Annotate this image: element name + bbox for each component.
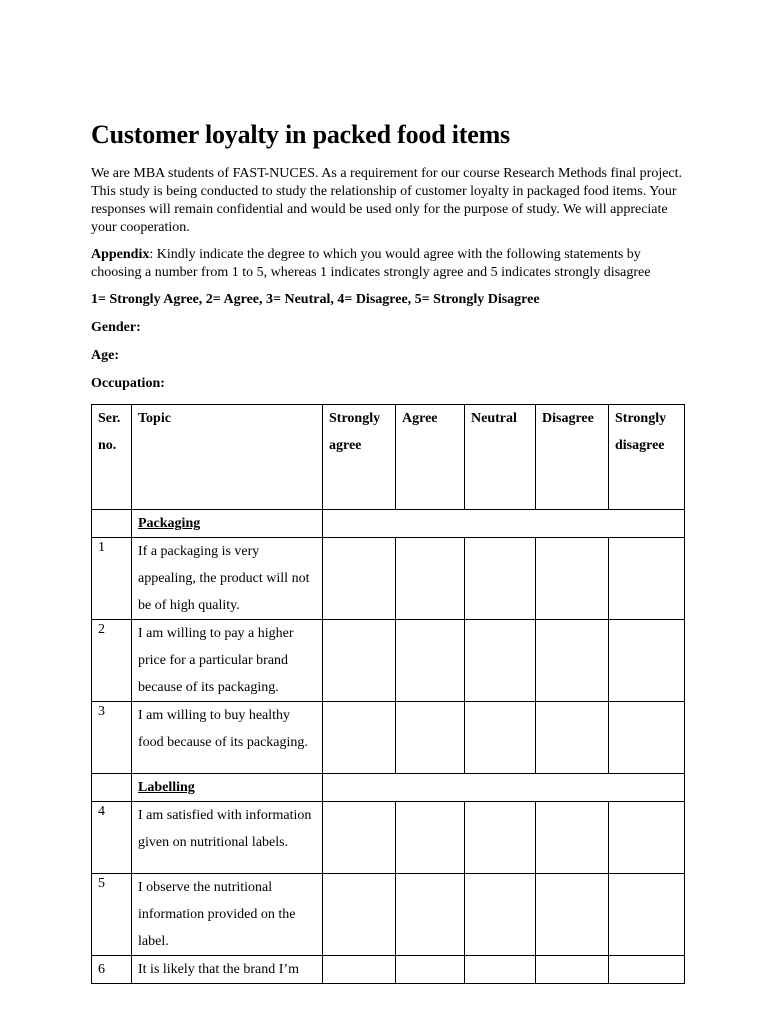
appendix-paragraph xyxy=(91,246,691,282)
rating-cell[interactable] xyxy=(465,702,536,774)
header-neutral: Neutral xyxy=(465,405,536,510)
section-label-packaging: Packaging xyxy=(132,510,323,538)
rating-cell[interactable] xyxy=(536,874,609,956)
rating-scale: 1= Strongly Agree, 2= Agree, 3= Neutral, 4= Disagree, 5= Strongly Disagree xyxy=(91,292,540,307)
rating-cell[interactable] xyxy=(609,538,685,620)
rating-cell[interactable] xyxy=(609,702,685,774)
age-field: Age: xyxy=(91,348,119,363)
rating-cell[interactable] xyxy=(323,538,396,620)
row-topic: I am willing to buy healthy food because of its packaging. xyxy=(132,702,323,774)
section-empty-cell xyxy=(92,510,132,538)
rating-cell[interactable] xyxy=(465,956,536,984)
rating-cell[interactable] xyxy=(396,702,465,774)
row-number: 5 xyxy=(92,874,132,956)
row-number: 1 xyxy=(92,538,132,620)
row-topic: I observe the nutritional information provided on the label. xyxy=(132,874,323,956)
table-row xyxy=(92,874,685,956)
rating-cell[interactable] xyxy=(323,874,396,956)
section-label-labelling: Labelling xyxy=(132,774,323,802)
appendix-text: : Kindly indicate the degree to which you would agree with the following statements by choosing a number from 1 to 5, whereas 1 indicates strongly agree and 5 indicates strongly disagree xyxy=(91,247,651,280)
rating-cell[interactable] xyxy=(609,802,685,874)
row-number: 4 xyxy=(92,802,132,874)
table-row xyxy=(92,538,685,620)
row-topic: If a packaging is very appealing, the product will not be of high quality. xyxy=(132,538,323,620)
rating-cell[interactable] xyxy=(609,956,685,984)
table-row xyxy=(92,802,685,874)
appendix-label: Appendix xyxy=(91,247,150,262)
rating-cell[interactable] xyxy=(536,956,609,984)
row-topic: I am willing to pay a higher price for a particular brand because of its packaging. xyxy=(132,620,323,702)
section-span-cell xyxy=(323,510,685,538)
rating-cell[interactable] xyxy=(396,538,465,620)
occupation-field: Occupation: xyxy=(91,376,165,391)
section-span-cell xyxy=(323,774,685,802)
rating-cell[interactable] xyxy=(396,874,465,956)
rating-cell[interactable] xyxy=(609,874,685,956)
table-row xyxy=(92,620,685,702)
rating-cell[interactable] xyxy=(323,956,396,984)
rating-cell[interactable] xyxy=(536,802,609,874)
header-serno: Ser. no. xyxy=(92,405,132,510)
page-title: Customer loyalty in packed food items xyxy=(91,120,510,149)
section-row-packaging xyxy=(92,510,685,538)
rating-cell[interactable] xyxy=(396,956,465,984)
table-row xyxy=(92,702,685,774)
header-topic: Topic xyxy=(132,405,323,510)
row-topic: I am satisfied with information given on nutritional labels. xyxy=(132,802,323,874)
header-agree: Agree xyxy=(396,405,465,510)
survey-table xyxy=(91,404,685,984)
rating-cell[interactable] xyxy=(323,702,396,774)
rating-cell[interactable] xyxy=(465,874,536,956)
row-number: 2 xyxy=(92,620,132,702)
rating-cell[interactable] xyxy=(536,620,609,702)
rating-cell[interactable] xyxy=(396,802,465,874)
header-disagree: Disagree xyxy=(536,405,609,510)
gender-field: Gender: xyxy=(91,320,141,335)
rating-cell[interactable] xyxy=(323,802,396,874)
section-row-labelling xyxy=(92,774,685,802)
intro-paragraph: We are MBA students of FAST-NUCES. As a requirement for our course Research Methods final project. This study is being conducted to study the relationship of customer loyalty in packaged food items. Your responses will remain confidential and would be used only for the purpose of study. We will appreciate your cooperation. xyxy=(91,166,683,235)
table-header-row xyxy=(92,405,685,510)
header-strongly-disagree: Strongly disagree xyxy=(609,405,685,510)
section-empty-cell xyxy=(92,774,132,802)
header-strongly-agree: Strongly agree xyxy=(323,405,396,510)
rating-cell[interactable] xyxy=(465,538,536,620)
table-row xyxy=(92,956,685,984)
rating-cell[interactable] xyxy=(465,802,536,874)
row-topic: It is likely that the brand I’m xyxy=(132,956,323,984)
rating-cell[interactable] xyxy=(536,702,609,774)
rating-cell[interactable] xyxy=(465,620,536,702)
rating-cell[interactable] xyxy=(609,620,685,702)
rating-cell[interactable] xyxy=(396,620,465,702)
rating-cell[interactable] xyxy=(323,620,396,702)
row-number: 3 xyxy=(92,702,132,774)
row-number: 6 xyxy=(92,956,132,984)
rating-cell[interactable] xyxy=(536,538,609,620)
